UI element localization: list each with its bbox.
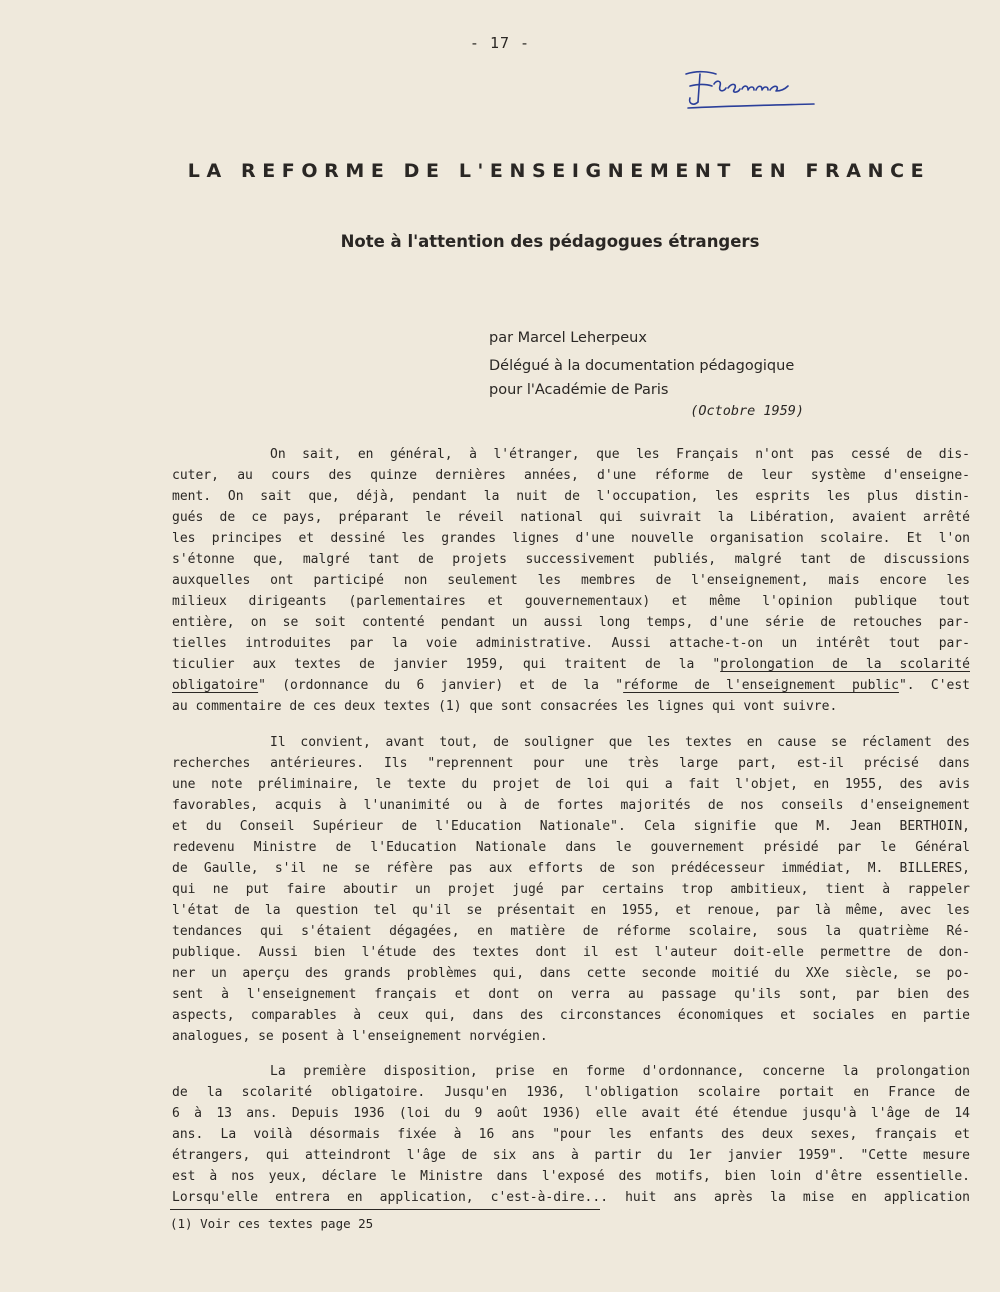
footnote-text: (1) Voir ces textes page 25 — [170, 1216, 374, 1231]
paragraph-line: redevenu Ministre de l'Education Nationale dans le gouvernement présidé par le Général — [172, 840, 970, 855]
author-byline: par Marcel Leherpeux — [489, 330, 647, 346]
paragraph-line: Il convient, avant tout, de souligner que les textes en cause se réclament des — [270, 735, 970, 750]
author-role-line-1: Délégué à la documentation pédagogique — [489, 358, 795, 374]
paragraph-line: recherches antérieures. Ils "reprennent pour une très large part, est-il précisé dans — [172, 756, 970, 771]
paragraph-line: ner un aperçu des grands problèmes qui, dans cette seconde moitié du XXe siècle, se po- — [172, 966, 970, 981]
line-text: ticulier aux textes de janvier 1959, qui traitent de la " — [172, 657, 721, 672]
paragraph-3 — [172, 1061, 970, 1208]
paragraph-line: aspects, comparables à ceux qui, dans des circonstances économiques et sociales en partie — [172, 1008, 970, 1023]
paragraph-line: 6 à 13 ans. Depuis 1936 (loi du 9 août 1936) elle avait été étendue jusqu'à l'âge de 14 — [172, 1106, 970, 1121]
paragraph-line: une note préliminaire, le texte du projet de loi qui a fait l'objet, en 1955, des avis — [172, 777, 970, 792]
paragraph-line: La première disposition, prise en forme d'ordonnance, concerne la prolongation — [270, 1064, 970, 1079]
handwritten-annotation — [676, 62, 826, 114]
underlined-phrase: obligatoire — [172, 678, 259, 693]
paragraph-line: de Gaulle, s'il ne se réfère pas aux efforts de son prédécesseur immédiat, M. BILLERES, — [172, 861, 970, 876]
page-number: - 17 - — [469, 34, 531, 52]
paragraph-line: Lorsqu'elle entrera en application, c'est-à-dire... huit ans après la mise en application — [172, 1190, 970, 1205]
paragraph-line: et du Conseil Supérieur de l'Education Nationale". Cela signifie que M. Jean BERTHOIN, — [172, 819, 970, 834]
paragraph-line: gués de ce pays, préparant le réveil national qui suivrait la Libération, avaient arrêté — [172, 510, 970, 525]
paragraph-line: étrangers, qui atteindront l'âge de six ans à partir du 1er janvier 1959". "Cette mesure — [172, 1148, 970, 1163]
footnote — [170, 1209, 600, 1231]
underlined-phrase: réforme de l'enseignement public — [623, 678, 899, 693]
paragraph-line: les principes et dessiné les grandes lignes d'une nouvelle organisation scolaire. Et l'on — [172, 531, 970, 546]
document-date: (Octobre 1959) — [690, 403, 804, 419]
paragraph-line: analogues, se posent à l'enseignement norvégien. — [172, 1029, 548, 1044]
paragraph-line: ment. On sait que, déjà, pendant la nuit de l'occupation, les esprits les plus distin- — [172, 489, 970, 504]
paragraph-line: On sait, en général, à l'étranger, que les Français n'ont pas cessé de dis- — [270, 447, 970, 462]
line-text: ". C'est — [898, 678, 970, 693]
paragraph-line: auxquelles ont participé non seulement les membres de l'enseignement, mais encore les — [172, 573, 970, 588]
paragraph-line: s'étonne que, malgré tant de projets successivement publiés, malgré tant de discussions — [172, 552, 970, 567]
paragraph-line: tendances qui s'étaient dégagées, en matière de réforme scolaire, sous la quatrième Ré- — [172, 924, 970, 939]
paragraph-line: favorables, acquis à l'unanimité ou à de fortes majorités de nos conseils d'enseignement — [172, 798, 970, 813]
paragraph-line: publique. Aussi bien l'étude des textes dont il est l'auteur doit-elle permettre de don- — [172, 945, 970, 960]
line-text: " (ordonnance du 6 janvier) et de la " — [258, 678, 624, 693]
document-title: LA REFORME DE L'ENSEIGNEMENT EN FRANCE — [187, 160, 931, 182]
paragraph-line: de la scolarité obligatoire. Jusqu'en 1936, l'obligation scolaire portait en France de — [172, 1085, 970, 1100]
paragraph-2 — [172, 732, 970, 1047]
paragraph-line — [172, 654, 970, 675]
paragraph-line: entière, on se soit contenté pendant un aussi long temps, d'une série de retouches par- — [172, 615, 970, 630]
author-block — [489, 326, 869, 402]
paragraph-line: qui ne put faire aboutir un projet jugé par certains trop ambitieux, tient à rappeler — [172, 882, 970, 897]
author-role-line-2: pour l'Académie de Paris — [489, 382, 669, 398]
paragraph-line: est à nos yeux, déclare le Ministre dans l'exposé des motifs, bien loin d'être essentielle. — [172, 1169, 970, 1184]
paragraph-line — [172, 675, 970, 696]
paragraph-line: ans. La voilà désormais fixée à 16 ans "pour les enfants des deux sexes, français et — [172, 1127, 970, 1142]
paragraph-1 — [172, 444, 970, 717]
paragraph-line: au commentaire de ces deux textes (1) que sont consacrées les lignes qui vont suivre. — [172, 699, 838, 714]
paragraph-line: l'état de la question tel qu'il se présentait en 1955, et renoue, par là même, avec les — [172, 903, 970, 918]
handwritten-signature-icon — [676, 62, 826, 114]
document-subtitle: Note à l'attention des pédagogues étrangers — [340, 232, 760, 251]
underlined-phrase: prolongation de la scolarité — [720, 657, 970, 672]
paragraph-line: tielles introduites par la voie administrative. Aussi attache-t-on un intérêt tout par- — [172, 636, 970, 651]
paragraph-line: cuter, au cours des quinze dernières années, d'une réforme de leur système d'enseigne- — [172, 468, 970, 483]
paragraph-line: sent à l'enseignement français et dont on verra au passage qu'ils sont, par bien des — [172, 987, 970, 1002]
paragraph-line: milieux dirigeants (parlementaires et gouvernementaux) et même l'opinion publique tout — [172, 594, 970, 609]
